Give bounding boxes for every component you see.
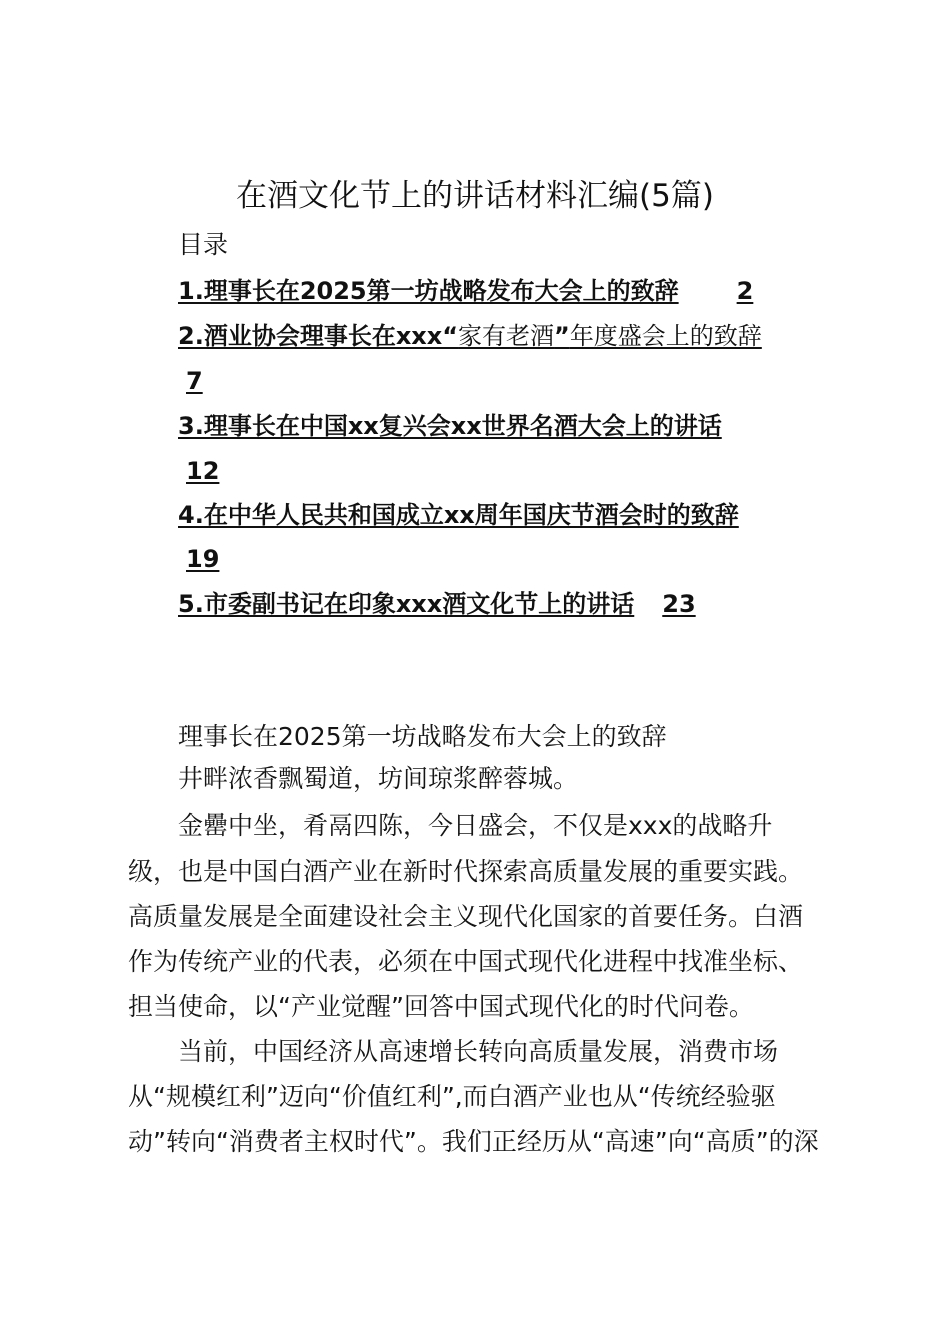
section-heading: 理事长在2025第一坊战略发布大会上的致辞 [178, 722, 667, 751]
paragraph-line: 井畔浓香飘蜀道，坊间琼浆醉蓉城。 [178, 764, 579, 793]
toc-label: 目录 [178, 230, 229, 259]
toc-entry-page: 7 [186, 367, 203, 395]
toc-entry-text: ” [554, 322, 570, 350]
toc-entry-text: 2.酒业协会理事长在xxx“ [178, 322, 459, 350]
toc-entry-3-page-line[interactable] [128, 454, 219, 488]
paragraph-line: 金罍中坐，肴鬲四陈，今日盛会，不仅是xxx的战略升 [178, 811, 773, 840]
paragraph-line: 高质量发展是全面建设社会主义现代化国家的首要任务。白酒 [128, 902, 804, 931]
toc-entry-page: 23 [662, 590, 696, 618]
document-title: 在酒文化节上的讲话材料汇编(5篇) [236, 178, 714, 214]
toc-entry-3[interactable] [178, 409, 722, 443]
toc-entry-2[interactable] [178, 319, 762, 353]
toc-entry-2-page-line[interactable] [128, 364, 203, 398]
paragraph-line: 担当使命，以“产业觉醒”回答中国式现代化的时代问卷。 [128, 992, 754, 1021]
toc-entry-page: 12 [186, 457, 220, 485]
paragraph-line: 当前，中国经济从高速增长转向高质量发展，消费市场 [178, 1037, 779, 1066]
toc-entry-page: 2 [736, 277, 754, 305]
toc-entry-text: 1.理事长在2025第一坊战略发布大会上的致辞 [178, 277, 679, 305]
toc-entry-text: 3.理事长在中国xx复兴会xx世界名酒大会上的讲话 [178, 412, 722, 440]
paragraph-line: 从“规模红利”迈向“价值红利”,而白酒产业也从“传统经验驱 [128, 1082, 776, 1111]
toc-entry-5[interactable] [178, 587, 696, 621]
toc-entry-text: 年度盛会上的致辞 [569, 322, 762, 350]
paragraph-line: 级，也是中国白酒产业在新时代探索高质量发展的重要实践。 [128, 857, 804, 886]
toc-entry-text: 4.在中华人民共和国成立xx周年国庆节酒会时的致辞 [178, 501, 739, 529]
toc-entry-page: 19 [186, 545, 220, 573]
paragraph-line: 动”转向“消费者主权时代”。我们正经历从“高速”向“高质”的深 [128, 1127, 819, 1156]
paragraph-line: 作为传统产业的代表，必须在中国式现代化进程中找准坐标、 [128, 947, 804, 976]
toc-entry-text: 家有老酒 [458, 322, 555, 350]
toc-entry-4[interactable] [178, 498, 739, 532]
toc-entry-text: 5.市委副书记在印象xxx酒文化节上的讲话 [178, 590, 635, 618]
toc-entry-1[interactable] [178, 274, 753, 308]
toc-entry-4-page-line[interactable] [128, 542, 219, 576]
